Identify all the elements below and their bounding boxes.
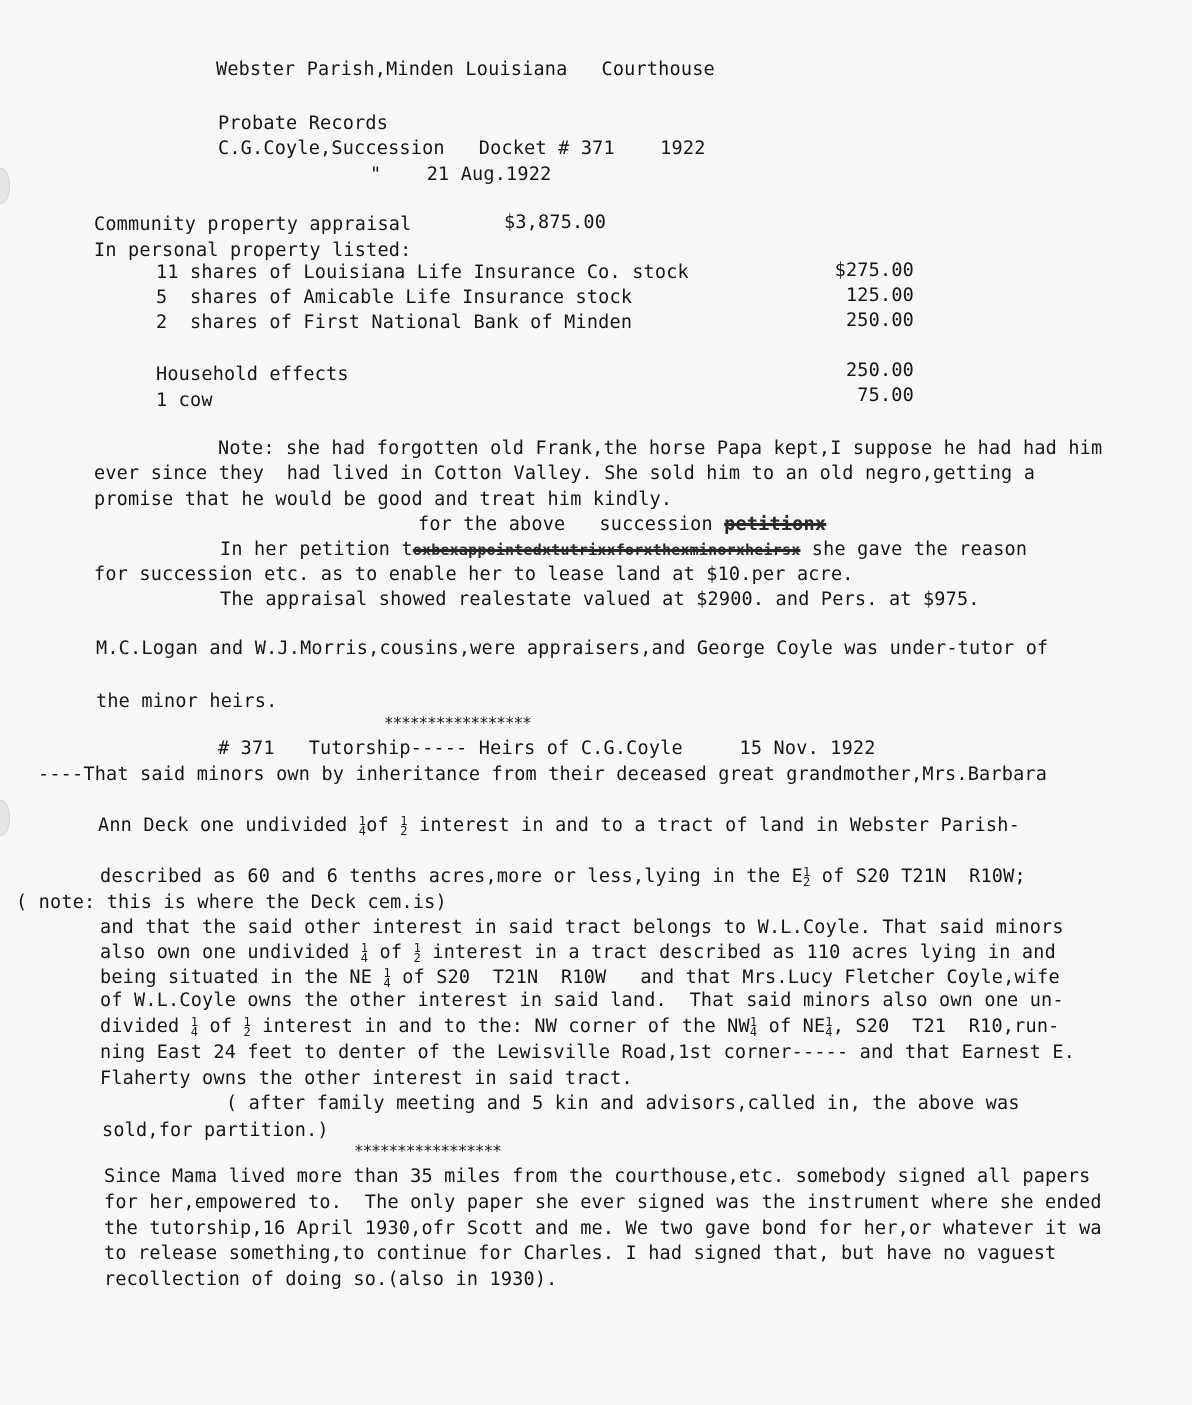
tutorship-line: sold,for partition.) bbox=[102, 1120, 329, 1141]
petition-struck: oxbexappointedxtutrixxforxthexminorxheirsx bbox=[412, 541, 801, 559]
text: Ann Deck one undivided bbox=[98, 815, 359, 836]
item-label: 11 shares of Louisiana Life Insurance Co. stock bbox=[156, 262, 689, 283]
tutorship-line bbox=[100, 942, 1056, 964]
text: also own one undivided bbox=[100, 942, 361, 963]
den: 2 bbox=[802, 875, 811, 889]
note-line: ever since they had lived in Cotton Valley. She sold him to an old negro,getting a bbox=[94, 463, 1036, 484]
text: of NE bbox=[757, 1016, 826, 1037]
header-docket: C.G.Coyle,Succession Docket # 371 1922 bbox=[218, 138, 706, 159]
text: interest in a tract described as 110 acres lying in and bbox=[421, 942, 1056, 963]
text: of bbox=[368, 942, 414, 963]
separator-stars: ***************** bbox=[354, 1141, 501, 1160]
den: 4 bbox=[360, 951, 369, 965]
fraction-half bbox=[400, 816, 407, 836]
den: 2 bbox=[413, 951, 422, 965]
petition-insert bbox=[418, 514, 826, 536]
fraction-quarter bbox=[825, 1017, 832, 1037]
closing-line: to release something,to continue for Charles. I had signed that, but have no vaguest bbox=[104, 1243, 1057, 1264]
item-value: 250.00 bbox=[845, 360, 914, 381]
text: interest in and to the: NW corner of the NW bbox=[250, 1016, 750, 1037]
closing-line: recollection of doing so.(also in 1930). bbox=[104, 1269, 558, 1290]
text: described as 60 and 6 tenths acres,more or less,lying in the E bbox=[100, 866, 803, 887]
community-value: $3,875.00 bbox=[504, 212, 607, 233]
item-label: 1 cow bbox=[156, 390, 213, 411]
num: 1 bbox=[802, 865, 811, 879]
tutorship-line bbox=[100, 967, 1060, 989]
text: being situated in the NE bbox=[100, 967, 384, 988]
tutorship-line: ----That said minors own by inheritance from their deceased great grandmother,Mrs.Barbara bbox=[38, 764, 1048, 785]
header-records: Probate Records bbox=[218, 113, 389, 134]
item-value: $275.00 bbox=[834, 260, 914, 281]
petition-insert-text: for the above succession bbox=[418, 514, 713, 535]
item-label: 2 shares of First National Bank of Minden bbox=[156, 312, 633, 333]
num: 1 bbox=[400, 814, 408, 828]
fraction-half bbox=[244, 1017, 251, 1037]
num: 1 bbox=[413, 941, 422, 955]
petition-line: The appraisal showed realestate valued at $2900. and Pers. at $975. bbox=[220, 589, 980, 610]
tutorship-line: and that the said other interest in said tract belongs to W.L.Coyle. That said minors bbox=[100, 917, 1064, 938]
num: 1 bbox=[190, 1015, 199, 1029]
item-value: 250.00 bbox=[845, 310, 914, 331]
header-date: " 21 Aug.1922 bbox=[370, 164, 552, 185]
text: of bbox=[366, 815, 401, 836]
num: 1 bbox=[749, 1015, 758, 1029]
tutorship-line: ( after family meeting and 5 kin and advisors,called in, the above was bbox=[226, 1093, 1020, 1114]
num: 1 bbox=[360, 941, 369, 955]
num: 1 bbox=[243, 1015, 251, 1029]
num: 1 bbox=[825, 1015, 833, 1029]
tutorship-heading: # 371 Tutorship----- Heirs of C.G.Coyle 15 Nov. 1922 bbox=[218, 738, 876, 759]
text: interest in and to a tract of land in Webster Parish- bbox=[407, 815, 1020, 836]
tutorship-line: of W.L.Coyle owns the other interest in said land. That said minors also own one un- bbox=[100, 990, 1064, 1011]
closing-line: for her,empowered to. The only paper she ever signed was the instrument where she ended bbox=[104, 1192, 1102, 1213]
tutorship-line bbox=[98, 815, 1020, 837]
text: of S20 T21N R10W; bbox=[810, 866, 1026, 887]
item-label: Household effects bbox=[156, 364, 349, 385]
personal-label: In personal property listed: bbox=[94, 240, 412, 261]
note-line: promise that he would be good and treat him kindly. bbox=[94, 489, 673, 510]
tutorship-note: ( note: this is where the Deck cem.is) bbox=[16, 892, 447, 913]
item-value: 75.00 bbox=[857, 385, 914, 406]
separator-stars: ***************** bbox=[384, 713, 531, 732]
punch-hole-bottom bbox=[0, 800, 10, 836]
tutorship-line bbox=[100, 866, 1026, 888]
den: 2 bbox=[243, 1025, 251, 1039]
item-value: 125.00 bbox=[845, 285, 914, 306]
tutorship-line: Flaherty owns the other interest in said tract. bbox=[100, 1068, 633, 1089]
tutorship-line bbox=[100, 1016, 1060, 1038]
appraisers-line: M.C.Logan and W.J.Morris,cousins,were appraisers,and George Coyle was under-tutor of bbox=[96, 638, 1049, 659]
punch-hole-top bbox=[0, 168, 10, 204]
den: 2 bbox=[400, 824, 408, 838]
text: of bbox=[198, 1016, 244, 1037]
petition-end: she gave the reason bbox=[800, 539, 1028, 560]
num: 1 bbox=[383, 966, 391, 980]
petition-insert-struck: petitionx bbox=[724, 514, 827, 535]
appraisers-line: the minor heirs. bbox=[96, 691, 278, 712]
den: 4 bbox=[749, 1025, 758, 1039]
petition-start: In her petition t bbox=[220, 539, 413, 560]
den: 4 bbox=[383, 976, 391, 990]
text: divided bbox=[100, 1016, 191, 1037]
community-label: Community property appraisal bbox=[94, 214, 412, 235]
fraction-half bbox=[414, 943, 421, 963]
note-line: Note: she had forgotten old Frank,the horse Papa kept,I suppose he had had him bbox=[218, 438, 1103, 459]
closing-line: Since Mama lived more than 35 miles from the courthouse,etc. somebody signed all papers bbox=[104, 1166, 1091, 1187]
den: 4 bbox=[825, 1025, 833, 1039]
petition-line: for succession etc. as to enable her to lease land at $10.per acre. bbox=[94, 564, 854, 585]
item-label: 5 shares of Amicable Life Insurance stock bbox=[156, 287, 633, 308]
num: 1 bbox=[358, 814, 367, 828]
header-location: Webster Parish,Minden Louisiana Courthouse bbox=[216, 59, 715, 80]
den: 4 bbox=[190, 1025, 199, 1039]
petition-line bbox=[220, 539, 1027, 561]
den: 4 bbox=[358, 824, 367, 838]
closing-line: the tutorship,16 April 1930,ofr Scott and me. We two gave bond for her,or whatever it wa bbox=[104, 1218, 1102, 1239]
tutorship-line: ning East 24 feet to denter of the Lewisville Road,1st corner----- and that Earnest E. bbox=[100, 1042, 1076, 1063]
fraction-quarter bbox=[383, 968, 390, 988]
text: of S20 T21N R10W and that Mrs.Lucy Fletcher Coyle,wife bbox=[390, 967, 1060, 988]
text: , S20 T21 R10,run- bbox=[832, 1016, 1060, 1037]
